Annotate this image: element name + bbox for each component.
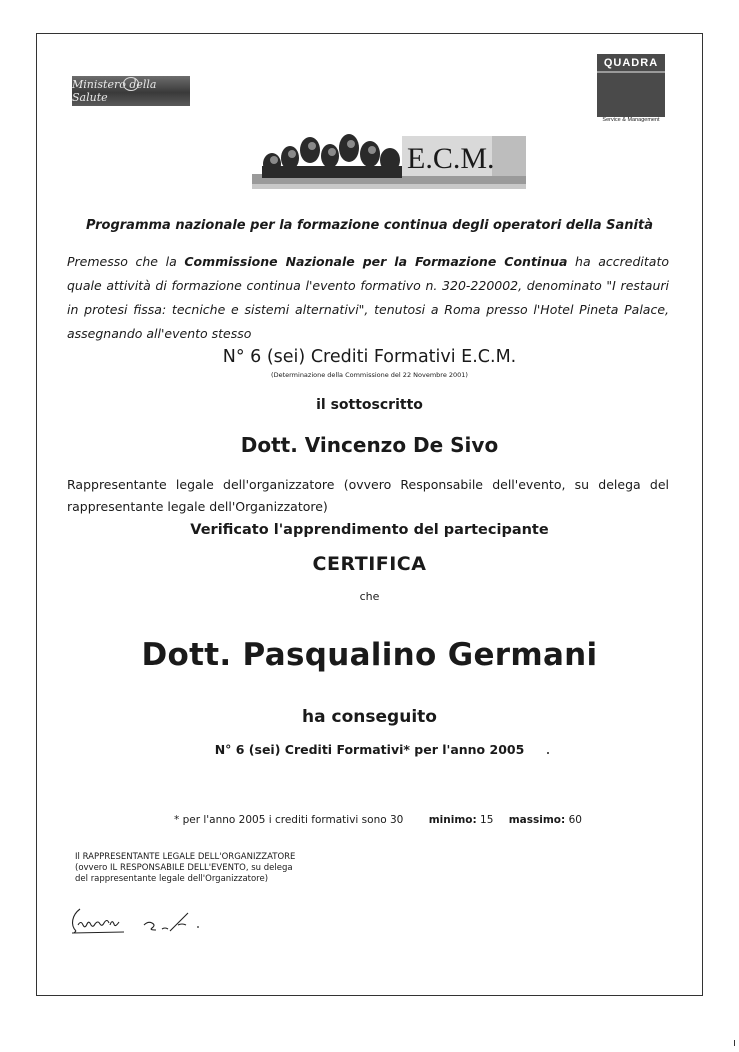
- minimum-value: 15: [480, 814, 494, 826]
- intro-text-a: Premesso che la: [67, 254, 185, 269]
- edge-mark: [734, 1040, 735, 1046]
- intro-paragraph: [67, 250, 669, 346]
- certifies-heading: CERTIFICA: [312, 553, 427, 575]
- ministry-logo: [72, 76, 190, 106]
- minimum-label: minimo:: [428, 814, 477, 826]
- intro-text-c: ha accreditato quale attività di formazione continua l'evento formativo n. 320-220002, denominato "I restauri in protesi fissa: tecniche e sistemi alternativi", tenutosi a Roma presso l'Hotel Pineta Palace, assegnando all'evento stesso: [67, 254, 669, 341]
- commission-name: Commissione Nazionale per la Formazione Continua: [184, 254, 568, 269]
- credits-footnote: [174, 814, 582, 826]
- handwritten-signature: [66, 895, 226, 945]
- participant-name: Dott. Pasqualino Germani: [141, 637, 598, 673]
- obtained-heading: ha conseguito: [302, 707, 437, 727]
- verification-line: Verificato l'apprendimento del partecipante: [190, 522, 549, 538]
- quadra-tagline: Service & Management: [602, 117, 660, 123]
- undersigned-label: il sottoscritto: [316, 397, 423, 413]
- footnote-text: * per l'anno 2005 i crediti formativi sono 30: [174, 814, 404, 826]
- republic-emblem-icon: [123, 77, 139, 91]
- determination-note: (Determinazione della Commissione del 22 Novembre 2001): [271, 371, 468, 379]
- quadra-logo-stripe: [597, 71, 665, 73]
- maximum-label: massimo:: [508, 814, 566, 826]
- representative-paragraph: Rappresentante legale dell'organizzatore (ovvero Responsabile dell'evento, su delega del rappresentante legale dell'Organizzatore): [67, 477, 669, 514]
- credits-line: N° 6 (sei) Crediti Formativi E.C.M.: [222, 347, 517, 367]
- undersigned-name: Dott. Vincenzo De Sivo: [240, 433, 499, 457]
- ecm-banner-text: E.C.M.: [407, 142, 495, 175]
- maximum-value: 60: [568, 814, 582, 826]
- quadra-logo-text: QUADRA: [603, 57, 659, 69]
- signature-caption-line3: del rappresentante legale dell'Organizzatore): [75, 874, 269, 884]
- ministry-logo-text: Ministero della Salute: [72, 78, 157, 104]
- that-word: che: [359, 590, 380, 603]
- credits-year-line: N° 6 (sei) Crediti Formativi* per l'anno 2005: [214, 742, 525, 757]
- stray-mark: [547, 752, 549, 754]
- program-title: Programma nazionale per la formazione continua degli operatori della Sanità: [85, 218, 654, 233]
- signature-caption: [75, 852, 295, 885]
- signature-caption-line1: Il RAPPRESENTANTE LEGALE DELL'ORGANIZZATORE: [75, 852, 296, 862]
- ecm-banner: [252, 130, 526, 192]
- signature-caption-line2: (ovvero IL RESPONSABILE DELL'EVENTO, su delega: [75, 863, 293, 873]
- quadra-logo: [597, 54, 665, 117]
